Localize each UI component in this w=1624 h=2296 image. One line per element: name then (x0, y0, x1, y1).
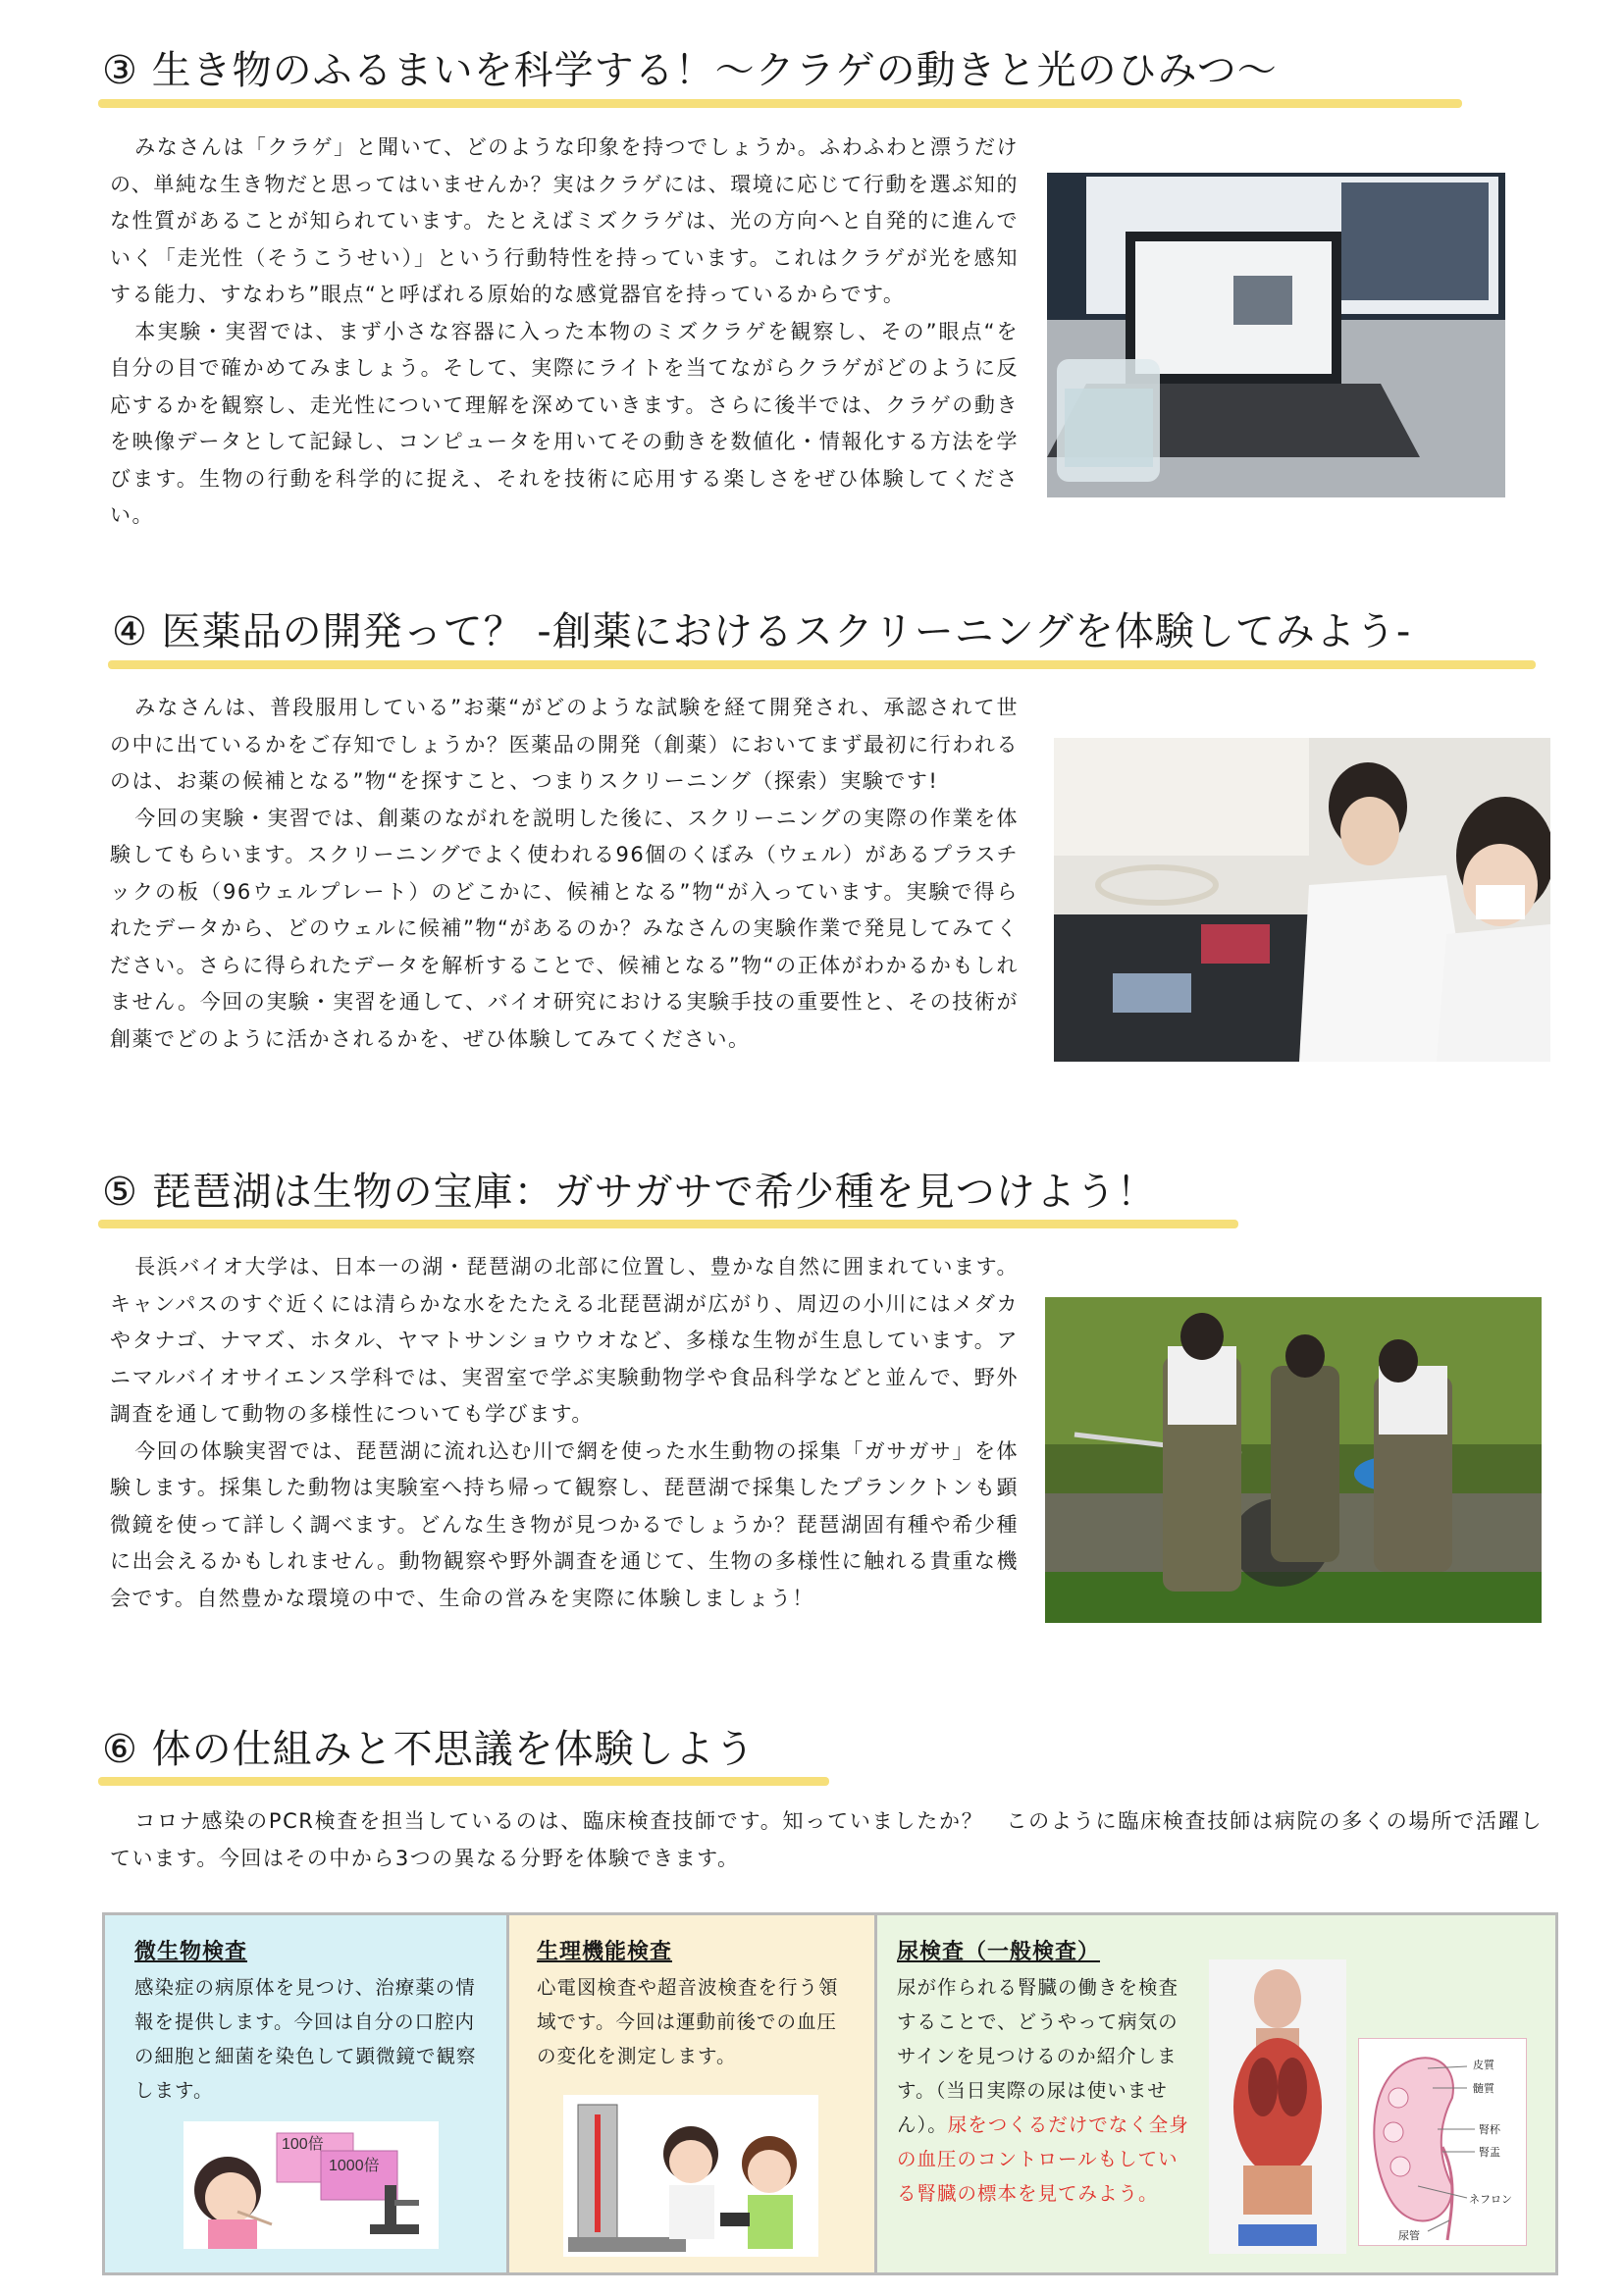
section-6-number: ⑥ (102, 1727, 138, 1772)
magnification-100-label: 100倍 (282, 2136, 324, 2153)
kidney-label-medulla: 髄質 (1473, 2082, 1494, 2095)
kidney-diagram (1358, 2038, 1527, 2246)
section-3-heading: 生き物のふるまいを科学する！～クラゲの動きと光のひみつ～ (151, 48, 1278, 93)
physiology-title: 生理機能検査 (537, 1940, 673, 1964)
section-5-heading: 琵琶湖は生物の宝庫：ガサガサで希少種を見つけよう！ (151, 1170, 1157, 1215)
section-5-paragraph: 今回の体験実習では、琵琶湖に流れ込む川で網を使った水生動物の採集「ガサガサ」を体験します。採集した動物は実験室へ持ち帰って観察し、琵琶湖で採集したプランクトンも顕微鏡を使って詳しく調べます。どんな生き物が見つかるでしょうか？琵琶湖固有種や希少種に出会えるかもしれません。動物観察や野外調査を通じて、生物の多様性に触れる貴重な機会です。自然豊かな環境の中で、生命の営みを実際に体験しましょう！ (110, 1438, 1019, 1610)
section-6-paragraph: コロナ感染のPCR検査を担当しているのは、臨床検査技師です。知っていましたか？ このように臨床検査技師は病院の多くの場所で活躍しています。今回はその中から3つの異なる分野を体験できます。 (110, 1809, 1543, 1870)
section-3-paragraph: みなさんは「クラゲ」と聞いて、どのような印象を持つでしょうか。ふわふわと漂うだけの、単純な生き物だと思ってはいませんか？実はクラゲには、環境に応じて行動を選ぶ知的な性質があることが知られています。たとえばミズクラゲは、光の方向へと自発的に進んでいく「走光性（そうこうせい）」という行動特性を持っています。これはクラゲが光を感知する能力、すなわち”眼点“と呼ばれる原始的な感覚器官を持っているからです。 (110, 135, 1020, 306)
physiology-text: 心電図検査や超音波検査を行う領域です。今回は運動前後での血圧の変化を測定します。 (537, 1976, 839, 2067)
section-3-underline (98, 99, 1462, 108)
physiology-box (509, 1915, 877, 2272)
section-5-body (110, 1249, 1019, 1617)
section-6-heading: 体の仕組みと不思議を体験しよう (151, 1727, 756, 1772)
microbiology-box (105, 1915, 509, 2272)
microscope-illustration (183, 2121, 439, 2249)
urinalysis-box (877, 1915, 1555, 2272)
section-5-underline (98, 1220, 1238, 1228)
section-4-heading: 医薬品の開発って？ -創薬におけるスクリーニングを体験してみよう- (161, 609, 1412, 654)
section-6-body (110, 1803, 1543, 1877)
anatomical-model-photo (1209, 1959, 1346, 2254)
section-6-underline (98, 1777, 829, 1786)
kidney-label-calyx: 腎杯 (1479, 2123, 1500, 2136)
urinalysis-title: 尿検査（一般検査） (897, 1940, 1101, 1964)
section-4-title (112, 609, 1412, 654)
urinalysis-highlight: 尿をつくるだけでなく全身の血圧のコントロールもしている腎臓の標本を見てみよう。 (897, 2113, 1189, 2205)
section-4-body (110, 690, 1019, 1058)
section-3-body (110, 130, 1019, 535)
section-4-underline (108, 660, 1536, 669)
section-3-number: ③ (102, 48, 138, 93)
section-6-title (102, 1727, 756, 1772)
lab-areas-boxes (102, 1912, 1558, 2275)
river-survey-photo (1045, 1297, 1542, 1623)
urinalysis-description: 尿が作られる腎臓の働きを検査することで、どうやって病気のサインを見つけるのか紹介します。（当日実際の尿は使いません）。 (897, 1976, 1179, 2136)
microbiology-text: 感染症の病原体を見つけ、治療薬の情報を提供します。今回は自分の口腔内の細胞と細菌を染色して顕微鏡で観察します。 (134, 1976, 477, 2102)
section-5-title (102, 1170, 1157, 1215)
section-3-paragraph: 本実験・実習では、まず小さな容器に入った本物のミズクラゲを観察し、その”眼点“を自分の目で確かめてみましょう。そして、実際にライトを当てながらクラゲがどのように反応するかを観察し、走光性について理解を深めていきます。さらに後半では、クラゲの動きを映像データとして記録し、コンピュータを用いてその動きを数値化・情報化する方法を学びます。生物の行動を科学的に捉え、それを技術に応用する楽しさをぜひ体験してください。 (110, 319, 1019, 527)
urinalysis-text (897, 1970, 1191, 2211)
microbiology-title: 微生物検査 (134, 1940, 248, 1964)
section-4-paragraph: みなさんは、普段服用している”お薬“がどのような試験を経て開発され、承認されて世の中に出ているかをご存知でしょうか？医薬品の開発（創薬）においてまず最初に行われるのは、お薬の候補となる”物“を探すこと、つまりスクリーニング（探索）実験です! (110, 696, 1019, 793)
kidney-label-pelvis: 腎盂 (1479, 2146, 1500, 2159)
section-3-title (102, 48, 1278, 93)
magnification-1000-label: 1000倍 (329, 2158, 380, 2174)
kidney-label-cortex: 皮質 (1473, 2059, 1494, 2071)
section-5-number: ⑤ (102, 1170, 138, 1215)
section-4-number: ④ (112, 609, 148, 654)
blood-pressure-illustration (563, 2095, 818, 2257)
screening-lab-photo (1054, 738, 1550, 1062)
kidney-label-nephron: ネフロン (1469, 2193, 1512, 2206)
kidney-label-ureter: 尿管 (1398, 2229, 1420, 2242)
section-4-paragraph: 今回の実験・実習では、創薬のながれを説明した後に、スクリーニングの実際の作業を体験してもらいます。スクリーニングでよく使われる96個のくぼみ（ウェル）があるプラスチックの板（96ウェルプレート）のどこかに、候補となる”物“が入っています。実験で得られたデータから、どのウェルに候補”物“があるのか？みなさんの実験作業で発見してみてください。さらに得られたデータを解析することで、候補となる”物“の正体がわかるかもしれません。今回の実験・実習を通して、バイオ研究における実験手技の重要性と、その技術が創薬でどのように活かされるかを、ぜひ体験してみてください。 (110, 806, 1019, 1051)
jellyfish-lab-photo (1047, 173, 1505, 497)
section-5-paragraph: 長浜バイオ大学は、日本一の湖・琵琶湖の北部に位置し、豊かな自然に囲まれています。キャンパスのすぐ近くには清らかな水をたたえる北琵琶湖が広がり、周辺の小川にはメダカやタナゴ、ナマズ、ホタル、ヤマトサンショウウオなど、多様な生物が生息しています。アニマルバイオサイエンス学科では、実習室で学ぶ実験動物学や食品科学などと並んで、野外調査を通して動物の多様性についても学びます。 (110, 1255, 1019, 1426)
